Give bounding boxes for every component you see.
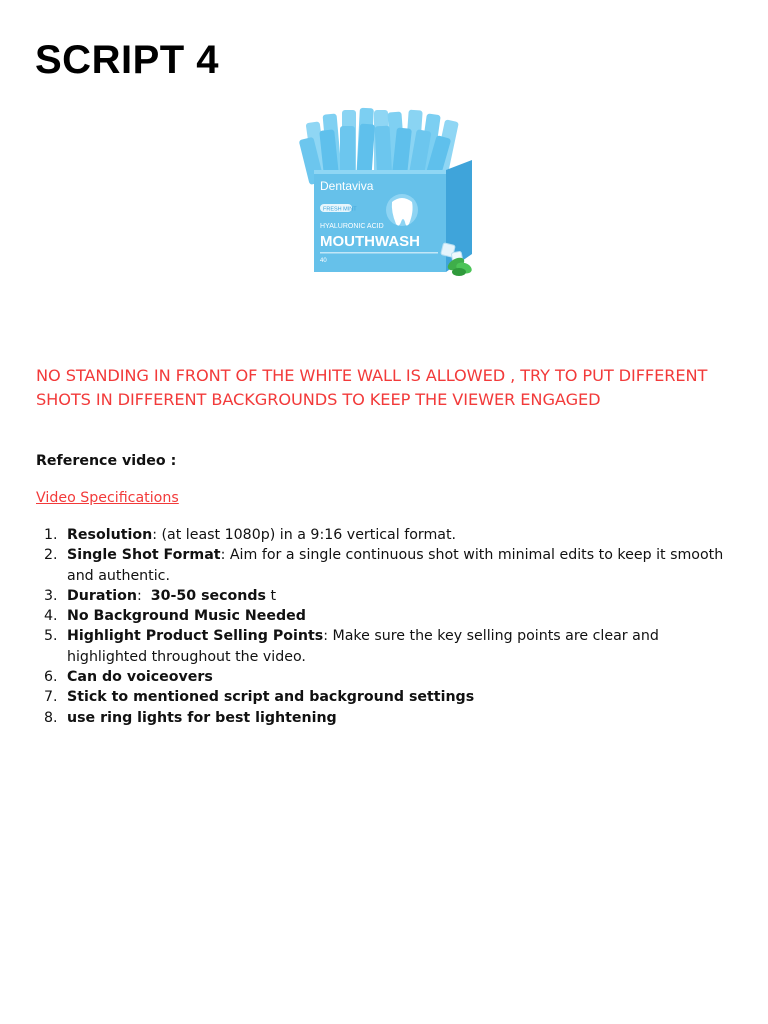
list-number: 2. [44,547,58,564]
list-number: 8. [44,709,58,726]
brand-label: Dentaviva [320,179,374,193]
spec-text: : [136,587,151,604]
reference-video-label: Reference video : [36,453,177,469]
list-item [36,545,736,586]
list-number: 7. [44,689,58,706]
list-item [36,525,736,545]
video-specifications-link[interactable]: Video Specifications [36,490,179,506]
list-number: 3. [44,587,58,604]
warning-notice: NO STANDING IN FRONT OF THE WHITE WALL IS ALLOWED , TRY TO PUT DIFFERENT SHOTS IN DIFFERENT BACKGROUNDS TO KEEP THE VIEWER ENGAGED [36,366,708,409]
list-item [36,626,736,667]
spec-label: Highlight Product Selling Points [67,628,324,645]
product-subtitle: HYALURONIC ACID [320,223,384,230]
list-item [36,687,736,707]
product-image [296,104,478,278]
list-number: 4. [44,608,58,625]
spec-text: : (at least 1080p) in a 9:16 vertical format. [152,527,457,543]
video-spec-list [36,525,736,728]
spec-duration-value: 30-50 seconds [150,587,267,604]
spec-text: : Make sure the key selling points are clear and highlighted throughout the video. [67,628,659,665]
list-item [36,586,736,606]
product-name: MOUTHWASH [320,233,420,250]
spec-label: Duration [67,587,137,604]
stick-count: 40 [320,258,327,264]
spec-label: No Background Music Needed [67,608,306,625]
tooth-icon [386,194,418,226]
list-item [36,606,736,626]
spec-text: : Aim for a single continuous shot with minimal edits to keep it smooth and authentic. [67,547,724,584]
list-item [36,667,736,687]
spec-label: Stick to mentioned script and background settings [67,689,475,706]
list-number: 1. [44,527,58,543]
spec-label: Resolution [67,527,153,543]
spec-text-tail: t [266,587,277,604]
list-number: 6. [44,669,58,686]
spec-label: use ring lights for best lightening [67,709,337,726]
list-item [36,708,736,728]
spec-label: Can do voiceovers [67,669,213,686]
flavor-label: FRESH MINT [323,206,357,213]
list-number: 5. [44,628,58,645]
spec-label: Single Shot Format [67,547,221,564]
page-title: SCRIPT 4 [35,38,220,82]
